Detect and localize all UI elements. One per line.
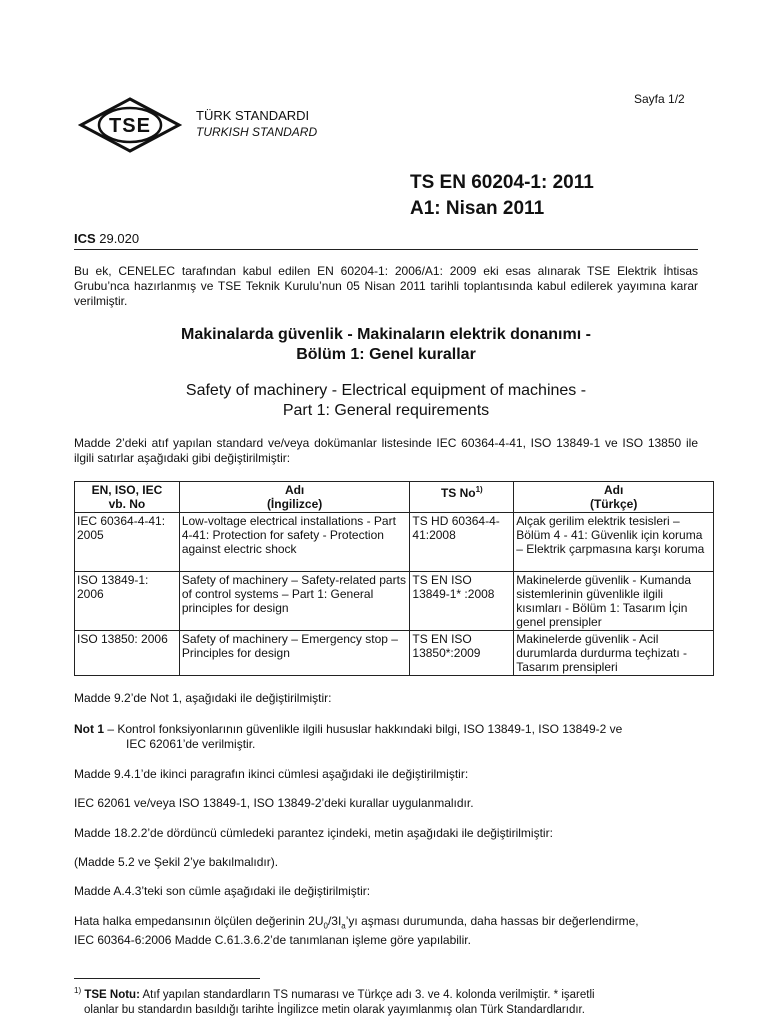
table-row [75, 513, 714, 572]
header-divider [74, 249, 698, 250]
not1-line2: IEC 62061’de verilmiştir. [126, 737, 256, 751]
standards-table [74, 481, 714, 676]
madde2-paragraph: Madde 2’deki atıf yapılan standard ve/veya dokümanlar listesinde IEC 60364-4-41, ISO 13849-1 ve ISO 13850 ile ilgili satırlar aşağıdaki gibi değiştirilmiştir: [74, 436, 698, 465]
footnote-ref: 1) [475, 485, 483, 494]
hata-line1: Hata halka empedansının ölçülen değerinin $2U_0/3I_a’yı$ aşması durumunda, daha hassas bir değerlendirme, [74, 914, 639, 931]
footnote-line2: olanlar bu standardın basıldığı tarihte İngilizce metin olarak yayımlanmış olan Türk Standardlarıdır. [84, 1003, 585, 1016]
header-standard-no: EN, ISO, IEC vb. No [75, 482, 180, 513]
cell-ts-no: TS EN ISO 13850*:2009 [410, 631, 514, 676]
cell-name-english: Safety of machinery – Emergency stop – Principles for design [179, 631, 410, 676]
table-header-row [75, 482, 714, 513]
footnote [74, 983, 698, 1018]
ics-line [74, 231, 139, 246]
cell-name-turkish: Alçak gerilim elektrik tesisleri – Bölüm 4 - 41: Güvenlik için koruma – Elektrik çarpmasına karşı koruma [514, 513, 714, 572]
standard-number-block [410, 170, 594, 222]
org-name-en: TURKISH STANDARD [196, 125, 318, 139]
cell-name-turkish: Makinelerde güvenlik - Acil durumlarda durdurma teçhizatı - Tasarım prensipleri [514, 631, 714, 676]
ics-value: 29.020 [99, 231, 140, 246]
title-tr-line1: Makinalarda güvenlik - Makinaların elektrik donanımı - [181, 326, 591, 343]
not1-label: Not 1 [74, 722, 104, 736]
title-en-line1: Safety of machinery - Electrical equipment of machines - [185, 382, 587, 399]
title-english [74, 381, 698, 421]
hata-paragraph [74, 914, 698, 948]
madde52-paragraph: (Madde 5.2 ve Şekil 2’ye bakılmalıdır). [74, 855, 279, 869]
cell-standard-no: IEC 60364-4-41: 2005 [75, 513, 180, 572]
tse-logo [78, 96, 182, 154]
standard-number: TS EN 60204-1: 2011 [410, 172, 594, 193]
header-ts-no: TS No$^{1)}$ [410, 482, 514, 513]
iec62061-paragraph: IEC 62061 ve/veya ISO 13849-1, ISO 13849-2’deki kurallar uygulanmalıdır. [74, 796, 474, 810]
hata-line2: IEC 60364-6:2006 Madde C.61.3.6.2’de tanımlanan işleme göre yapılabilir. [74, 933, 471, 948]
footnote-divider [74, 978, 260, 979]
madde941-paragraph: Madde 9.4.1’de ikinci paragrafın ikinci cümlesi aşağıdaki ile değiştirilmiştir: [74, 767, 469, 781]
ics-label: ICS [74, 231, 96, 246]
madde92-paragraph: Madde 9.2’de Not 1, aşağıdaki ile değiştirilmiştir: [74, 691, 332, 705]
madde1822-paragraph: Madde 18.2.2’de dördüncü cümledeki parantez içindeki, metin aşağıdaki ile değiştirilmiştir: [74, 826, 553, 840]
cell-standard-no: ISO 13850: 2006 [75, 631, 180, 676]
not1-paragraph [74, 722, 698, 752]
cell-standard-no: ISO 13849-1: 2006 [75, 572, 180, 631]
footnote-label: TSE Notu: [84, 988, 140, 1001]
title-tr-line2: Bölüm 1: Genel kurallar [296, 346, 476, 363]
footnote-mark: 1) [74, 986, 82, 995]
title-turkish [74, 325, 698, 365]
maddeA43-paragraph: Madde A.4.3’teki son cümle aşağıdaki ile değiştirilmiştir: [74, 884, 371, 898]
cell-name-english: Low-voltage electrical installations - Part 4-41: Protection for safety - Protection against electric shock [179, 513, 410, 572]
cell-name-turkish: Makinelerde güvenlik - Kumanda sistemlerinin güvenlikle ilgili kısımları - Bölüm 1: Tasarım İçin genel prensipler [514, 572, 714, 631]
cell-name-english: Safety of machinery – Safety-related parts of control systems – Part 1: General principles for design [179, 572, 410, 631]
standard-amendment: A1: Nisan 2011 [410, 198, 545, 219]
cell-ts-no: TS EN ISO 13849-1* :2008 [410, 572, 514, 631]
header-name-english: Adı (İngilizce) [179, 482, 410, 513]
page-number: Sayfa 1/2 [634, 92, 685, 106]
cell-ts-no: TS HD 60364-4-41:2008 [410, 513, 514, 572]
footnote-line1: $^{1)}$ TSE Notu: Atıf yapılan standardların TS numarası ve Türkçe adı 3. ve 4. kolonda verilmiştir. * işaretli [74, 986, 595, 1001]
header-name-turkish: Adı (Türkçe) [514, 482, 714, 513]
not1-line1: Not 1 – Kontrol fonksiyonlarının güvenlikle ilgili hususlar hakkındaki bilgi, ISO 13849-1, ISO 13849-2 ve [74, 722, 623, 736]
logo-text: TSE [109, 115, 151, 137]
table-row [75, 631, 714, 676]
table-row [75, 572, 714, 631]
title-en-line2: Part 1: General requirements [282, 402, 490, 419]
intro-paragraph: Bu ek, CENELEC tarafından kabul edilen EN 60204-1: 2006/A1: 2009 eki esas alınarak TSE Elektrik İhtisas Grubu’nca hazırlanmış ve TSE Teknik Kurulu’nun 05 Nisan 2011 tarihli toplantısında kabul edilerek yayımına karar verilmiştir. [74, 264, 698, 308]
org-name-tr: TÜRK STANDARDI [196, 108, 310, 123]
